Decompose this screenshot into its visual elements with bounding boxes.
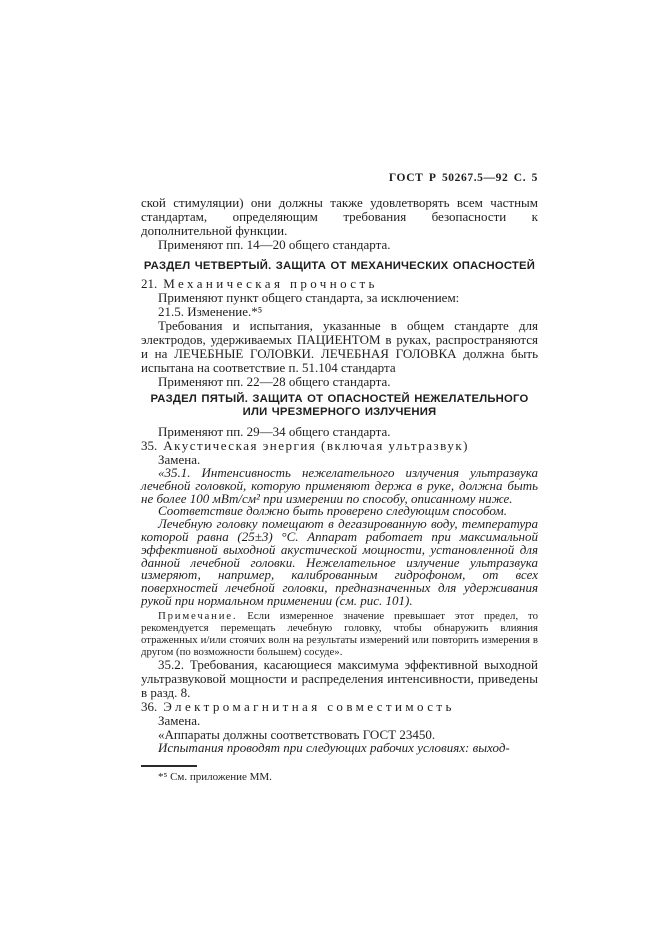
clause-36-paragraph-2: Испытания проводят при следующих рабочих условиях: выход-	[158, 739, 510, 755]
clause-36-title: Электромагнитная совместимость	[163, 698, 455, 714]
clause-36-paragraph-1: «Аппараты должны соответствовать ГОСТ 23450.	[158, 726, 436, 742]
page-header-text: ГОСТ Р 50267.5—92 С. 5	[388, 172, 538, 184]
footnote-rule	[141, 765, 197, 767]
footnote-marker: *⁵	[158, 770, 168, 783]
clause-21-paragraph-3: Требования и испытания, указанные в общем стандарте для электродов, удерживаемых ПАЦИЕНТОМ в руках, распространяются и на ЛЕЧЕБНЫЕ ГОЛОВКИ. ЛЕЧЕБНАЯ ГОЛОВКА должна быть испытана на соответствие п. 51.104 стандарта	[141, 318, 538, 375]
page-header	[141, 172, 538, 185]
note-text: Если измеренное значение превышает этот предел, то рекомендуется перемещать лечебную головку, чтобы обнаружить влияния отраженных и/или стоячих волн на результаты измерений или повторить измерения в другом (по возможности большем) сосуде».	[141, 609, 538, 658]
paragraph-intro-continuation: ской стимуляции) они должны также удовлетворять всем частным стандартам, определяющим требования безопасности к дополнительной функции.	[141, 195, 538, 238]
clause-35-2-paragraph: 35.2. Требования, касающиеся максимума эффективной выходной ультразвуковой мощности и распределения интенсивности, приведены в разд. 8.	[141, 656, 538, 700]
clause-21-paragraph-2: 21.5. Изменение.*⁵	[158, 304, 263, 319]
footnote	[141, 765, 538, 784]
clause-35-zamena: Замена.	[158, 452, 201, 467]
paragraph-apply-29-34: Применяют пп. 29—34 общего стандарта.	[158, 424, 391, 439]
clause-21-paragraph-1: Применяют пункт общего стандарта, за исключением:	[158, 290, 460, 305]
paragraph-apply-14-20: Применяют пп. 14—20 общего стандарта.	[158, 237, 391, 252]
clause-21-paragraph-4: Применяют пп. 22—28 общего стандарта.	[158, 374, 391, 389]
clause-35-title: Акустическая энергия (включая ультразвук)	[163, 438, 469, 453]
document-content	[141, 172, 538, 784]
footnote-text	[141, 771, 538, 784]
clause-36-zamena: Замена.	[158, 712, 201, 728]
clause-21-title: Механическая прочность	[163, 276, 378, 291]
clause-35-1-paragraph-3: Лечебную головку помещают в дегазированную воду, температура которой равна (25±3) °С. Аппарат работает при максимальной эффективной выходной акустической мощности, установленной для данной лечебной головки. Нежелательное излучение ультразвука измеряют, например, калиброванным гидрофоном, от всех поверхностей лечебной головки, предназначенных для удерживания рукой при нормальном применении (см. рис. 101).	[141, 516, 538, 608]
footnote-body: См. приложение ММ.	[170, 770, 272, 783]
clause-35-1-paragraph-2: Соответствие должно быть проверено следующим способом.	[158, 503, 507, 519]
clause-36-heading	[141, 700, 538, 714]
section-5-heading: РАЗДЕЛ ПЯТЫЙ. ЗАЩИТА ОТ ОПАСНОСТЕЙ НЕЖЕЛАТЕЛЬНОГО ИЛИ ЧРЕЗМЕРНОГО ИЗЛУЧЕНИЯ	[150, 393, 529, 418]
clause-21-heading	[141, 277, 538, 291]
clause-35-1-paragraph-1: «35.1. Интенсивность нежелательного излучения ультразвука лечебной головкой, которую применяют держа в руке, должна быть не более 100 мВт/см² при измерении по способу, описанному ниже.	[141, 465, 538, 506]
clause-35-heading	[141, 439, 538, 453]
note-paragraph	[141, 610, 538, 658]
clause-36-number: 36.	[141, 698, 158, 714]
clause-21-number: 21.	[141, 276, 158, 291]
section-4-heading: РАЗДЕЛ ЧЕТВЕРТЫЙ. ЗАЩИТА ОТ МЕХАНИЧЕСКИХ ОПАСНОСТЕЙ	[143, 260, 536, 272]
note-label: Примечание.	[158, 609, 238, 622]
clause-35-number: 35.	[141, 438, 158, 453]
